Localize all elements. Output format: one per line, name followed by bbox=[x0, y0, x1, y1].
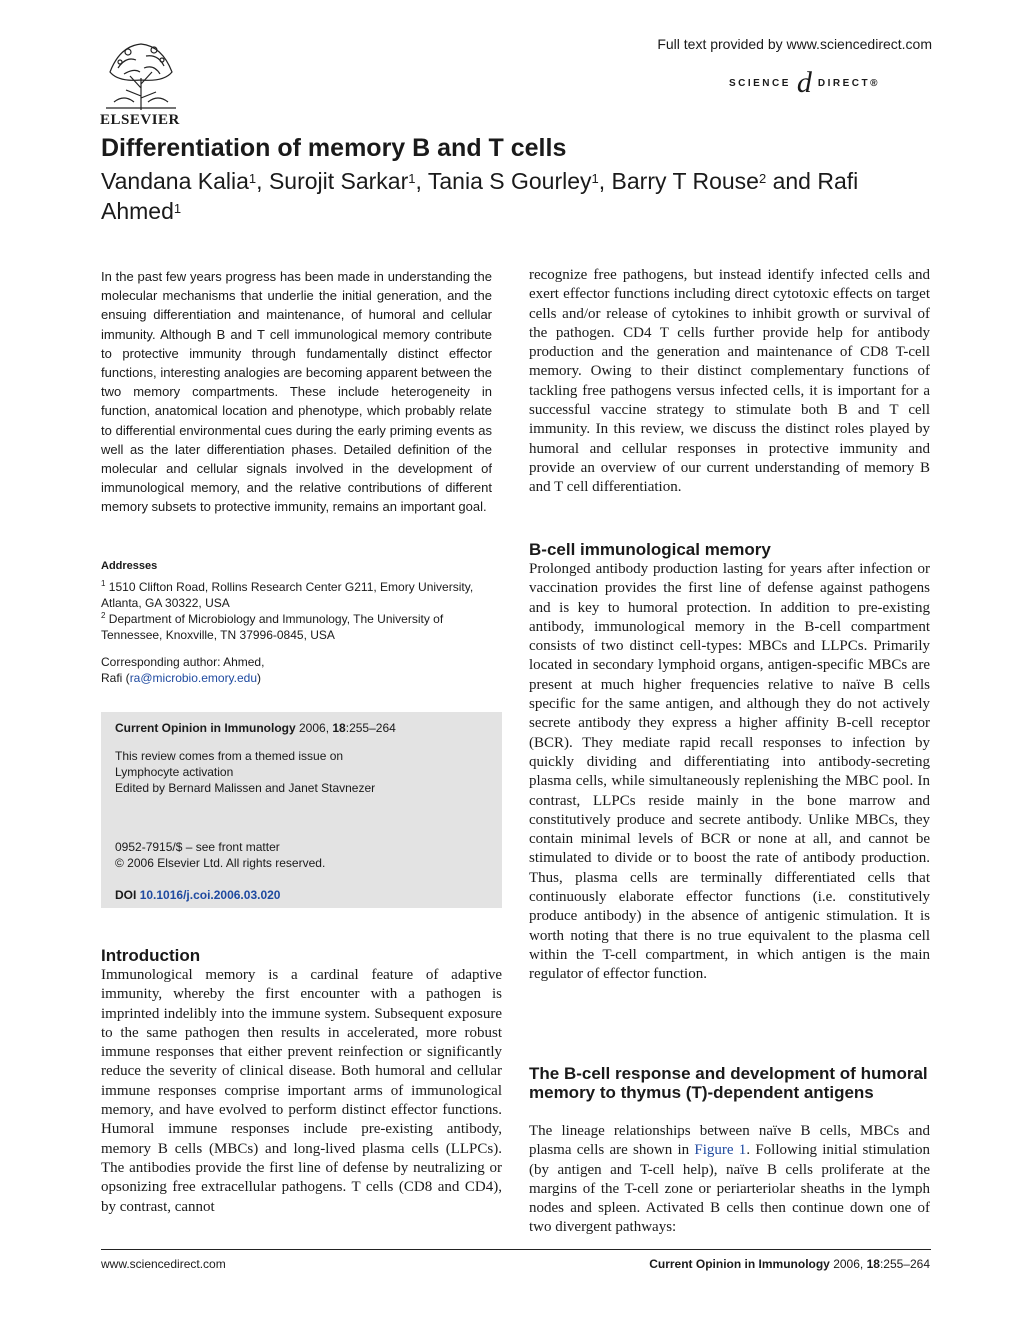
themed-issue-line: This review comes from a themed issue on bbox=[115, 749, 344, 763]
footer-rule bbox=[101, 1249, 931, 1250]
article-info-box bbox=[101, 712, 502, 908]
publisher-name: ELSEVIER bbox=[100, 112, 180, 128]
address-1: $^1$ 1510 Clifton Road, Rollins Research Center G211, Emory University, Atlanta, GA 30322, USA bbox=[101, 579, 474, 610]
sd-right-text: DIRECT® bbox=[817, 77, 880, 89]
journal-citation: Current Opinion in Immunology 2006, 18:255–264 bbox=[115, 721, 396, 735]
doi-link[interactable]: 10.1016/j.coi.2006.03.020 bbox=[139, 888, 281, 902]
author: Vandana Kalia$^1$, bbox=[101, 168, 269, 194]
sd-left-text: SCIENCE bbox=[728, 77, 791, 89]
introduction-text: Immunological memory is a cardinal feature of adaptive immunity, whereby the first encounter with a pathogen is imprinted indelibly into the immune system. Subsequent exposure to the same pathogen then results in accelerated, more robust immune responses that either prevent reinfection or significantly reduce the severity of clinical disease. Both humoral and cellular immune responses comprise important arms of immunological memory, and have evolved to perform distinct effector functions. Humoral immune responses include pre-existing antibody, memory B cells (MBCs) and long-lived plasma cells (LLPCs). The antibodies provide the first line of defense by neutralizing or opsonizing free extracellular pathogens. T cells (CD8 and CD4), by contrast, cannot bbox=[101, 967, 502, 1215]
bcell-memory-heading: B-cell immunological memory bbox=[529, 540, 771, 559]
copyright-line: © 2006 Elsevier Ltd. All rights reserved. bbox=[115, 856, 326, 870]
doi-line: DOI 10.1016/j.coi.2006.03.020 bbox=[115, 888, 281, 902]
introduction-heading: Introduction bbox=[101, 946, 201, 965]
issn-line: 0952-7915/$ – see front matter bbox=[115, 840, 280, 854]
author: Rafi Ahmed$^1$ bbox=[101, 168, 859, 224]
themed-issue-topic: Lymphocyte activation bbox=[115, 765, 234, 779]
abstract: In the past few years progress has been made in understanding the molecular mechanisms that underlie the initial generation, and the ensuing differentiation and maintenance, of humoral and cellular immunity. Although B and T cell immunological memory contribute to protective immunity through fundamentally distinct effector functions, interesting analogies are becoming apparent between the two memory compartments. These include heterogeneity in function, anatomical location and phenotype, which probably relate to differential environmental cues during the early priming events as well as the later differentiation phases. Detailed definition of the molecular and cellular signals involved in the development of immunological memory, and the relative contributions of different memory subsets to protective immunity, remains an important goal. bbox=[101, 269, 492, 515]
address-2: $^2$ Department of Microbiology and Immunology, The University of Tennessee, Knoxville, TN 37996-0845, USA bbox=[101, 611, 444, 642]
addresses-heading: Addresses bbox=[101, 560, 158, 572]
email-link[interactable]: ra@microbio.emory.edu bbox=[129, 671, 258, 685]
footer-citation: Current Opinion in Immunology 2006, 18:255–264 bbox=[649, 1257, 930, 1271]
intro-continued-text: recognize free pathogens, but instead identify infected cells and exert effector functions including direct cytotoxic effects on target cells and/or release of cytokines to inhibit growth or survival of the pathogen. CD4 T cells further provide help for antibody production and the generation and maintenance of CD8 T-cell memory. Owing to their distinct complementary functions of tackling free pathogens versus infected cells, it is important for a successful vaccine strategy to stimulate both B and T cell immunity. In this review, we discuss the distinct roles played by humoral and cellular responses in protective immunity and provide an overview of our current understanding of memory B and T cell differentiation. bbox=[529, 267, 930, 496]
editors-line: Edited by Bernard Malissen and Janet Stavnezer bbox=[115, 781, 376, 795]
corresponding-author: Corresponding author: Ahmed, Rafi (ra@microbio.emory.edu) bbox=[101, 655, 265, 685]
article-title: Differentiation of memory B and T cells bbox=[101, 134, 567, 162]
sciencedirect-logo[interactable] bbox=[729, 66, 880, 100]
bcell-response-text: The lineage relationships between naïve B cells, MBCs and plasma cells are shown in Figure 1. Following initial stimulation (by antigen and T-cell help), naïve B cells proliferate at the margins of the T-cell zone or periarteriolar sheaths in the lymph nodes and spleen. Activated B cells then continue down one of two divergent pathways: bbox=[529, 1123, 930, 1236]
figure-1-link[interactable]: Figure 1 bbox=[694, 1142, 747, 1159]
author: Tania S Gourley$^1$, bbox=[427, 168, 612, 194]
bcell-memory-text: Prolonged antibody production lasting for years after infection or vaccination provides the first line of defense against pathogens and is key to humoral protection. In addition to pre-existing antibody, immunological memory in the B-cell compartment consists of two distinct cell-types: MBCs and LLPCs. Primarily located in secondary lymphoid organs, antigen-specific MBCs are present at much higher frequencies relative to naïve B cells specific for the same antigen, and although they do not actively secrete antibody they express a higher affinity B-cell receptor (BCR). They mediate rapid recall responses to infection by quickly dividing and differentiating into antibody-secreting plasma cells, while simultaneously replenishing the MBC pool. In contrast, LLPCs reside mainly in the bone marrow and constitutively produce and secrete antibody. Unlike MBCs, they contain minimal levels of BCR or none at all, and cannot be stimulated to divide or to boost the rate of antibody production. Thus, plasma cells are terminally differentiated cells that continuously elaborate effector functions (i.e. constitutively produce antibody) in the absence of antigenic stimulation. It is worth noting that there is no true equivalent to the plasma cell within the T-cell compartment, in which antigen is the main regulator of effector function. bbox=[529, 561, 930, 983]
footer-website[interactable]: www.sciencedirect.com bbox=[101, 1257, 226, 1271]
author: Surojit Sarkar$^1$, bbox=[268, 168, 428, 194]
bcell-response-heading: The B-cell response and development of humoral memory to thymus (T)-dependent antigens bbox=[529, 1064, 928, 1102]
author: Barry T Rouse$^2$ and bbox=[611, 168, 818, 194]
author-list bbox=[101, 166, 921, 226]
fulltext-notice[interactable]: Full text provided by www.sciencedirect.com bbox=[657, 36, 932, 52]
sd-d-glyph: d bbox=[796, 66, 812, 99]
